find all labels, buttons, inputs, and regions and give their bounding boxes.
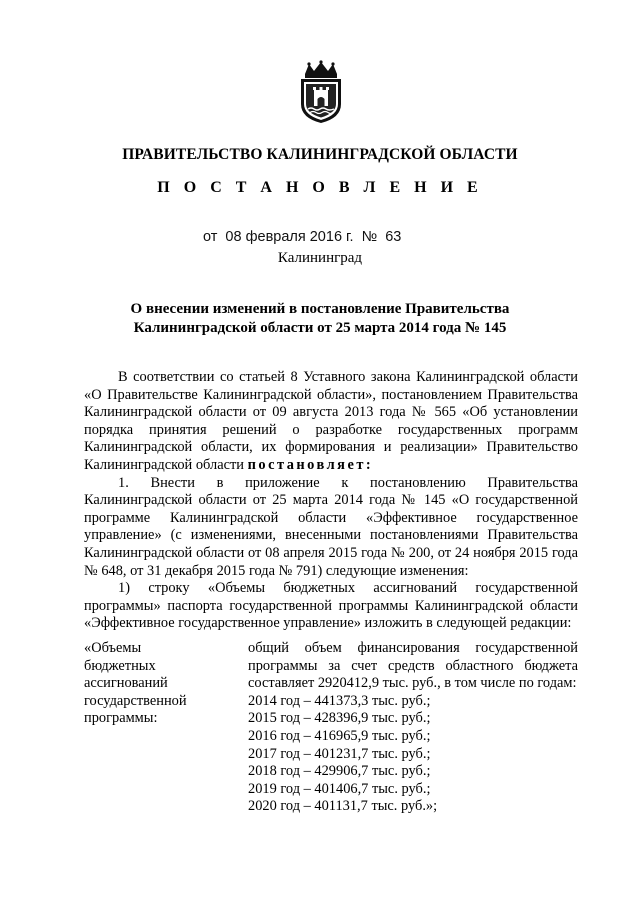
government-title: ПРАВИТЕЛЬСТВО КАЛИНИНГРАДСКОЙ ОБЛАСТИ bbox=[122, 146, 518, 163]
year-line: 2018 год – 429906,7 тыс. руб.; bbox=[248, 763, 431, 780]
year-line: 2019 год – 401406,7 тыс. руб.; bbox=[248, 780, 431, 797]
paragraph-item-1: 1. Внести в приложение к постановлению Правительства Калининградской области от 25 марта 2014 года № 145 «О государственной программе Калининградской области «Эффективное государственное управление» (с изменениями, внесенными постановлениями Правительства Калининградской области от 08 апреля 2015 года № 200, от 24 ноября 2015 года № 648, от 31 декабря 2015 года № 791) следующие изменения: bbox=[84, 474, 578, 579]
document-subject bbox=[0, 300, 640, 338]
resolution-keyword: постановляет bbox=[247, 456, 366, 473]
date-prefix: от bbox=[203, 229, 218, 245]
subject-line-2: Калининградской области от 25 марта 2014 года № 145 bbox=[133, 320, 507, 336]
city: Калининград bbox=[277, 250, 363, 266]
year-line: 2016 год – 416965,9 тыс. руб.; bbox=[248, 727, 431, 744]
document-body bbox=[84, 369, 578, 633]
paragraph-preamble: В соответствии со статьей 8 Уставного закона Калининградской области «О Правительстве Калининградской области», постановлением Правительства Калининградской области от 09 августа 2013 года № 565 «Об установлении порядка принятия решений о разработке государственных программ Калининградской области, их формирования и реализации» Правительство Калининградской области постановляет: bbox=[84, 369, 578, 473]
paragraph-subitem-1: 1) строку «Объемы бюджетных ассигнований государственной программы» паспорта государственной программы Калининградской области «Эффективное государственное управление» изложить в следующей редакции: bbox=[84, 580, 578, 632]
document-date: 08 февраля 2016 г. bbox=[225, 229, 354, 245]
financing-intro: общий объем финансирования государственной программы за счет средств областного бюджета составляет 2920412,9 тыс. руб., в том числе по годам: bbox=[248, 640, 578, 692]
passport-row-label: «Объемы бюджетных ассигнований государственной программы: bbox=[84, 640, 187, 727]
year-line: 2017 год – 401231,7 тыс. руб.; bbox=[248, 745, 431, 762]
year-line: 2014 год – 441373,3 тыс. руб.; bbox=[248, 692, 431, 709]
passport-row-value bbox=[248, 640, 578, 816]
number-sign: № bbox=[361, 229, 378, 245]
coat-of-arms-icon bbox=[295, 60, 347, 124]
subject-line-1: О внесении изменений в постановление Правительства bbox=[130, 301, 510, 317]
document-type: П О С Т А Н О В Л Е Н И Е bbox=[157, 179, 483, 196]
date-number-line bbox=[203, 229, 405, 245]
year-line: 2015 год – 428396,9 тыс. руб.; bbox=[248, 710, 431, 727]
document-number: 63 bbox=[385, 229, 402, 245]
year-line: 2020 год – 401131,7 тыс. руб.»; bbox=[248, 798, 438, 815]
